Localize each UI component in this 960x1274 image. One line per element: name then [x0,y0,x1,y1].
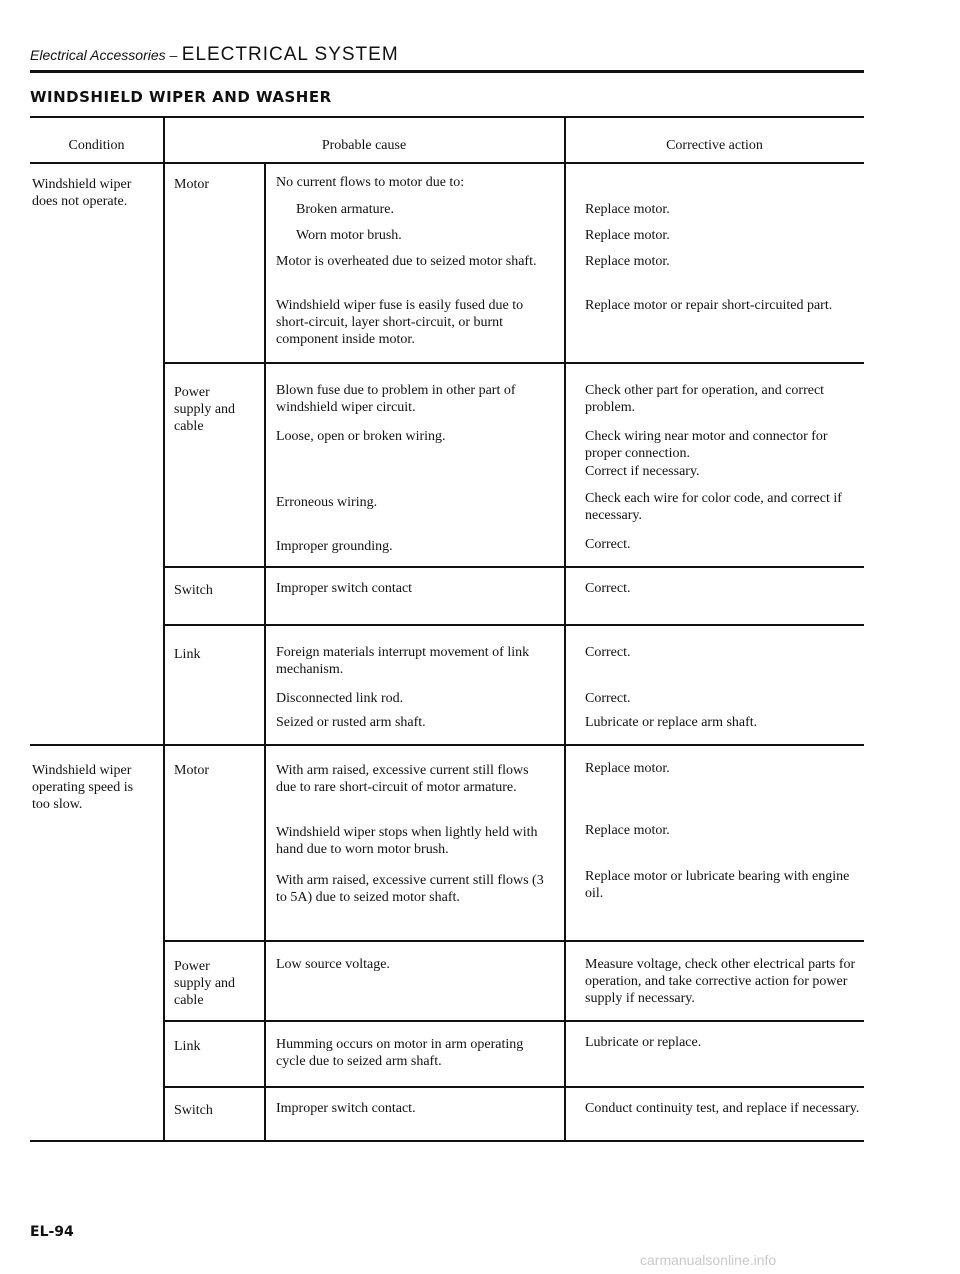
action-cell: Conduct continuity test, and replace if necessary. [585,1101,860,1116]
cause-cell: Windshield wiper fuse is easily fused due to short-circuit, layer short-circuit, or burnt component inside motor. [276,298,524,347]
table-top-rule [30,116,864,118]
watermark: carmanualsonline.info [640,1252,777,1268]
cause-cell: Improper switch contact. [276,1101,416,1116]
action-cell: Check each wire for color code, and correct if necessary. [585,491,842,523]
cause-cell: Broken armature. [296,202,394,217]
component-cell: Motor [174,177,209,192]
action-cell: Correct. [585,645,631,660]
row-rule-3 [163,624,864,626]
action-cell: Replace motor. [585,761,670,776]
action-cell: Correct. [585,537,631,552]
row-rule-1 [163,362,864,364]
row-rule-5 [163,940,864,942]
cause-cell: Improper switch contact [276,581,413,596]
col-divider-1 [163,116,165,1142]
condition-cell: Windshield wiper operating speed is too slow. [32,763,134,812]
row-rule-2 [163,566,864,568]
action-cell: Replace motor. [585,823,670,838]
component-cell: Switch [174,583,213,598]
cause-cell: Low source voltage. [276,957,390,972]
cause-cell: Blown fuse due to problem in other part of windshield wiper circuit. [276,383,516,415]
table-bottom-rule [30,1140,864,1142]
row-rule-4 [30,744,864,746]
cause-cell: Disconnected link rod. [276,691,404,706]
cause-cell: Motor is overheated due to seized motor shaft. [276,254,537,269]
condition-cell: Windshield wiper does not operate. [32,177,132,209]
action-cell: Check wiring near motor and connector for proper connection. [585,429,828,461]
action-cell: Replace motor. [585,228,670,243]
row-rule-6 [163,1020,864,1022]
col-header-action: Corrective action [666,138,763,153]
col-divider-2 [264,162,266,1142]
component-cell: Power supply and cable [174,959,236,1008]
cause-cell: Worn motor brush. [296,228,402,243]
page-title: WINDSHIELD WIPER AND WASHER [30,88,332,106]
component-cell: Power supply and cable [174,385,236,434]
action-cell: Replace motor. [585,254,670,269]
action-cell: Measure voltage, check other electrical parts for operation, and take corrective action for power supply if necessary. [585,957,856,1006]
cause-cell: No current flows to motor due to: [276,175,465,190]
cause-cell: Foreign materials interrupt movement of link mechanism. [276,645,530,677]
cause-cell: With arm raised, excessive current still flows (3 to 5A) due to seized motor shaft. [276,873,544,905]
col-header-condition: Condition [68,138,125,153]
cause-cell: Improper grounding. [276,539,393,554]
action-cell: Lubricate or replace arm shaft. [585,715,758,730]
cause-cell: Humming occurs on motor in arm operating cycle due to seized arm shaft. [276,1037,524,1069]
page-number: EL-94 [30,1224,74,1240]
component-cell: Link [174,647,201,662]
action-cell: Replace motor. [585,202,670,217]
cause-cell: Loose, open or broken wiring. [276,429,446,444]
system-label: ELECTRICAL SYSTEM [181,44,399,65]
component-cell: Motor [174,763,209,778]
col-divider-3 [564,116,566,1142]
action-cell: Replace motor or repair short-circuited part. [585,298,833,313]
action-cell: Correct if necessary. [585,464,700,479]
page-header [30,44,399,66]
section-label: Electrical Accessories – [30,47,178,63]
row-rule-7 [163,1086,864,1088]
header-bottom-rule [30,162,864,164]
header-rule [30,70,864,73]
cause-cell: Seized or rusted arm shaft. [276,715,426,730]
component-cell: Link [174,1039,201,1054]
col-header-cause: Probable cause [321,138,407,153]
cause-cell: Erroneous wiring. [276,495,378,510]
cause-cell: With arm raised, excessive current still flows due to rare short-circuit of motor armature. [276,763,529,795]
action-cell: Replace motor or lubricate bearing with engine oil. [585,869,850,901]
action-cell: Correct. [585,581,631,596]
action-cell: Lubricate or replace. [585,1035,702,1050]
action-cell: Correct. [585,691,631,706]
cause-cell: Windshield wiper stops when lightly held with hand due to worn motor brush. [276,825,538,857]
component-cell: Switch [174,1103,213,1118]
action-cell: Check other part for operation, and correct problem. [585,383,825,415]
